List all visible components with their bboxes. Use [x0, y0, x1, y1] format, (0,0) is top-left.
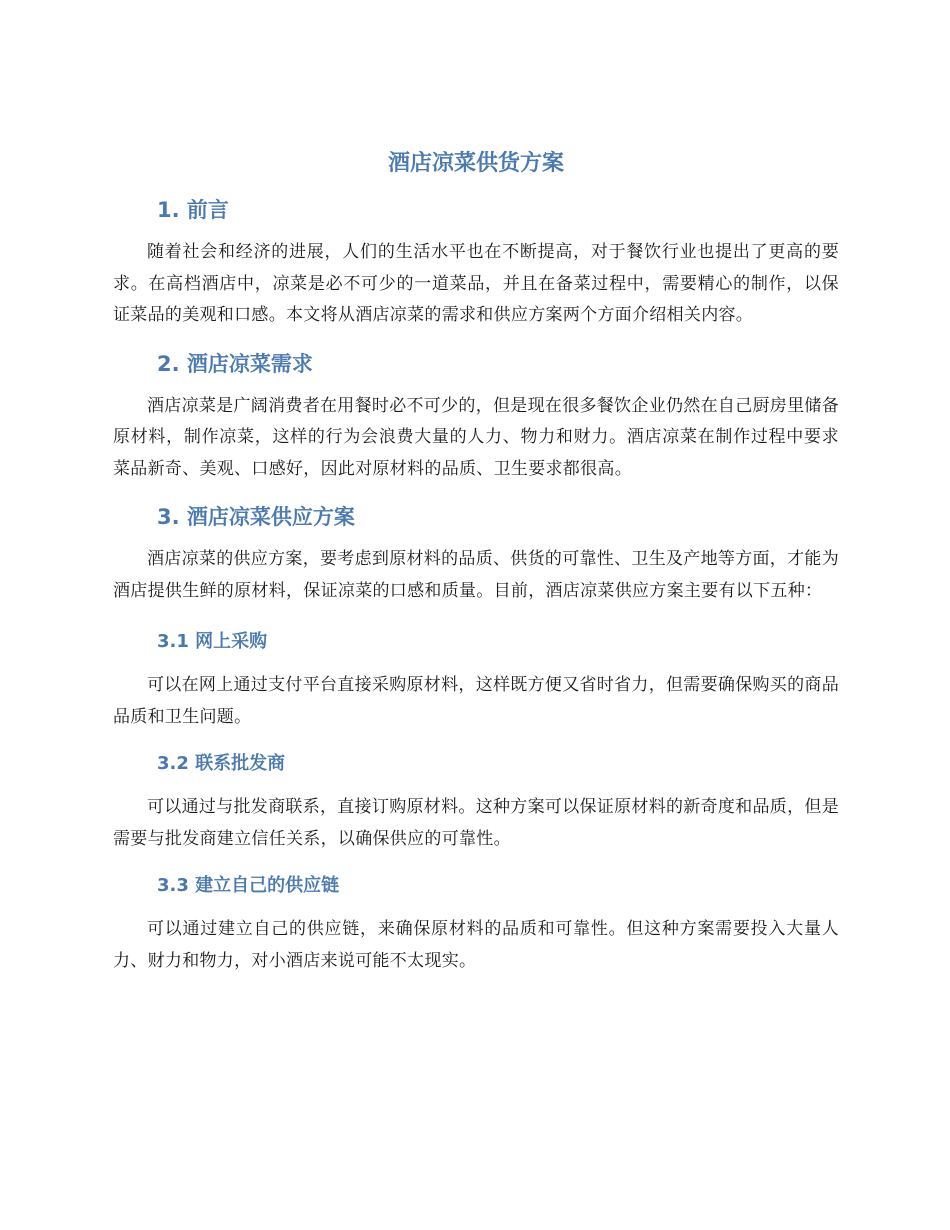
paragraph-supply: 酒店凉菜的供应方案，要考虑到原材料的品质、供货的可靠性、卫生及产地等方面，才能为酒店提供生鲜的原材料，保证凉菜的口感和质量。目前，酒店凉菜供应方案主要有以下五种：: [113, 549, 839, 601]
section-heading-demand: 2. 酒店凉菜需求: [157, 351, 313, 376]
subsection-heading-online-purchase: 3.1 网上采购: [157, 631, 268, 652]
paragraph-intro: 随着社会和经济的进展，人们的生活水平也在不断提高，对于餐饮行业也提出了更高的要求。在高档酒店中，凉菜是必不可少的一道菜品，并且在备菜过程中，需要精心的制作，以保证菜品的美观和口感。本文将从酒店凉菜的需求和供应方案两个方面介绍相关内容。: [113, 242, 839, 325]
document-body: [113, 148, 839, 977]
subsection-heading-wholesaler: 3.2 联系批发商: [157, 753, 286, 774]
paragraph-demand: 酒店凉菜是广阔消费者在用餐时必不可少的，但是现在很多餐饮企业仍然在自己厨房里储备原材料，制作凉菜，这样的行为会浪费大量的人力、物力和财力。酒店凉菜在制作过程中要求菜品新奇、美观、口感好，因此对原材料的品质、卫生要求都很高。: [113, 395, 839, 479]
section-heading-supply: 3. 酒店凉菜供应方案: [157, 505, 355, 529]
subsection-heading-own-supply-chain: 3.3 建立自己的供应链: [157, 875, 340, 896]
paragraph-wholesaler: 可以通过与批发商联系，直接订购原材料。这种方案可以保证原材料的新奇度和品质，但是需要与批发商建立信任关系，以确保供应的可靠性。: [113, 797, 839, 849]
section-heading-intro: 1. 前言: [157, 198, 229, 222]
document-title: 酒店凉菜供货方案: [387, 151, 564, 176]
paragraph-own-supply-chain: 可以通过建立自己的供应链，来确保原材料的品质和可靠性。但这种方案需要投入大量人力、财力和物力，对小酒店来说可能不太现实。: [113, 919, 839, 971]
paragraph-online-purchase: 可以在网上通过支付平台直接采购原材料，这样既方便又省时省力，但需要确保购买的商品品质和卫生问题。: [113, 675, 839, 727]
